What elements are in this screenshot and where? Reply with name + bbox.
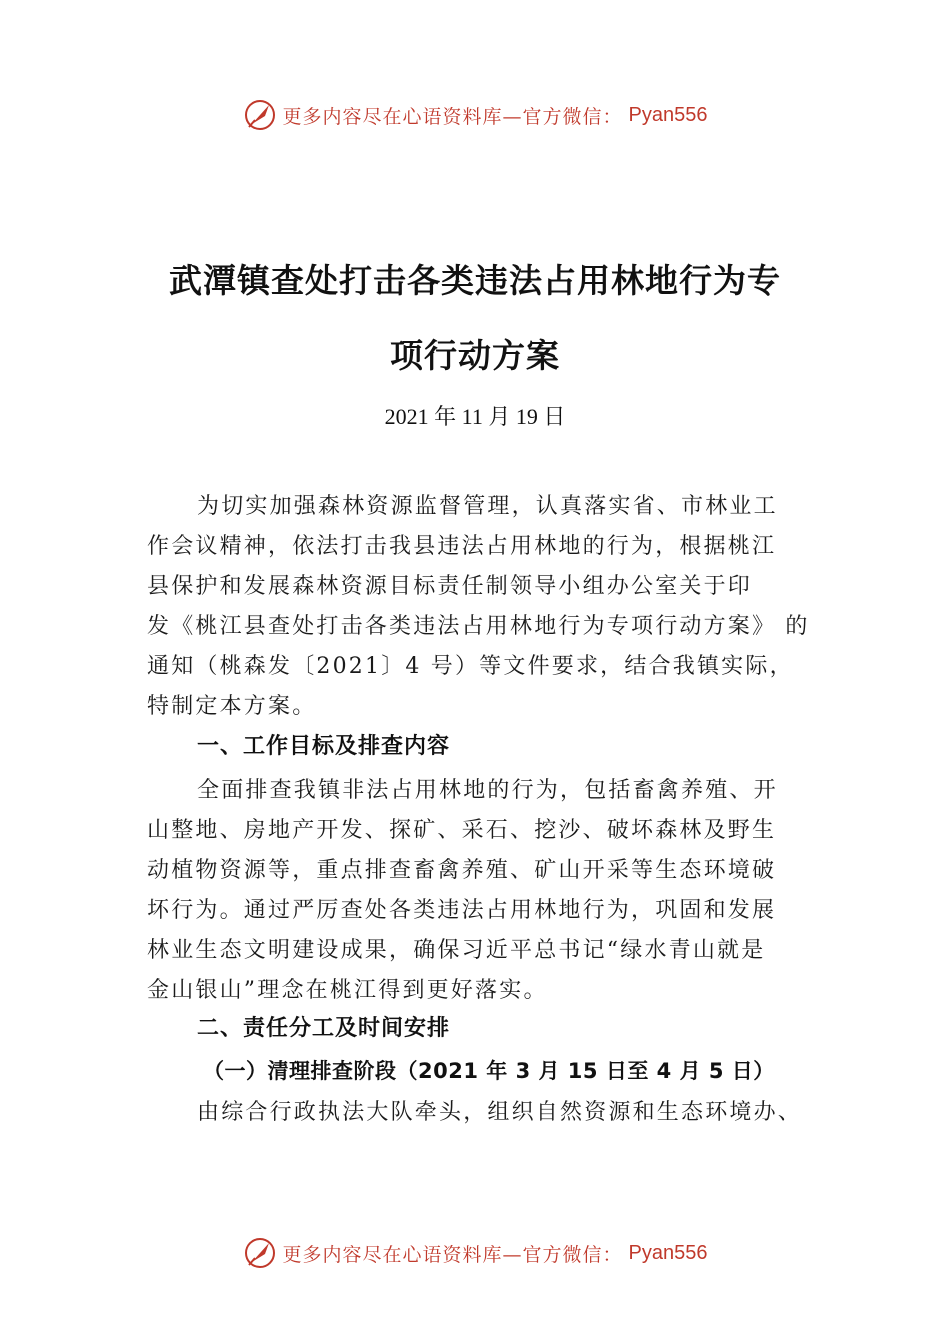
body-line: 作会议精神，依法打击我县违法占用林地的行为，根据桃江 [147, 534, 777, 559]
body-line: 由综合行政执法大队牵头，组织自然资源和生态环境办、 [197, 1100, 803, 1125]
subsection-heading-1: （一）清理排查阶段（2021 年 3 月 15 日至 4 月 5 日） [203, 1059, 775, 1083]
watermark-wechat-id: Pyan556 [628, 1241, 708, 1264]
body-line: 为切实加强森林资源监督管理，认真落实省、市林业工 [197, 494, 778, 519]
body-line: 通知（桃森发〔2021〕4 号）等文件要求，结合我镇实际， [147, 654, 794, 679]
watermark-bottom [0, 1233, 950, 1273]
body-line: 山整地、房地产开发、探矿、采石、挖沙、破坏森林及野生 [147, 818, 777, 843]
feather-logo-icon [243, 98, 277, 132]
body-line: 坏行为。通过严厉查处各类违法占用林地行为，巩固和发展 [147, 898, 777, 923]
watermark-top [0, 95, 950, 135]
body-line: 金山银山”理念在桃江得到更好落实。 [147, 978, 548, 1003]
watermark-wechat-id: Pyan556 [628, 103, 708, 126]
body-line: 林业生态文明建设成果，确保习近平总书记“绿水青山就是 [147, 938, 766, 963]
watermark-text: 更多内容尽在心语资料库—官方微信： [282, 105, 623, 128]
body-line: 动植物资源等，重点排查畜禽养殖、矿山开采等生态环境破 [147, 858, 777, 883]
section-heading-1: 一、工作目标及排查内容 [197, 734, 451, 759]
body-line: 特制定本方案。 [147, 694, 317, 719]
feather-logo-icon [243, 1236, 277, 1270]
document-date: 2021 年 11 月 19 日 [384, 404, 566, 429]
body-line: 县保护和发展森林资源目标责任制领导小组办公室关于印 [147, 574, 753, 599]
document-title-line2: 项行动方案 [390, 336, 560, 375]
body-line: 发《桃江县查处打击各类违法占用林地行为专项行动方案》 的 [147, 614, 810, 639]
watermark-text: 更多内容尽在心语资料库—官方微信： [282, 1243, 623, 1266]
body-line: 全面排查我镇非法占用林地的行为，包括畜禽养殖、开 [197, 778, 778, 803]
document-title-line1: 武潭镇查处打击各类违法占用林地行为专 [169, 261, 781, 300]
section-heading-2: 二、责任分工及时间安排 [197, 1016, 451, 1041]
